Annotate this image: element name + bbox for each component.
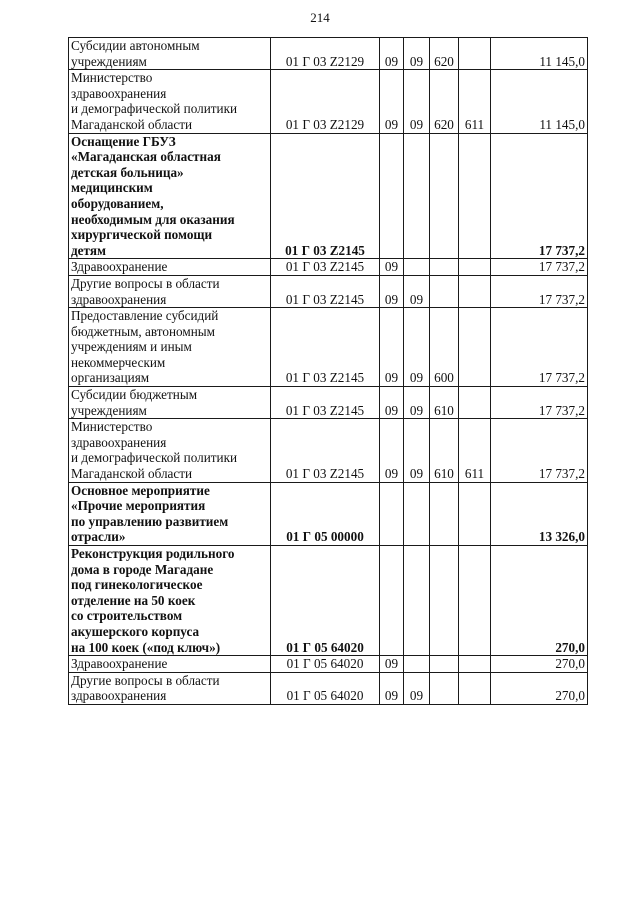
cell-program-code: 01 Г 05 64020 (271, 656, 380, 673)
cell-expense-type (430, 133, 459, 259)
budget-table-body (69, 38, 588, 705)
cell-expense-type: 610 (430, 387, 459, 419)
cell-amount: 17 737,2 (491, 275, 588, 307)
cell-expense-type: 620 (430, 70, 459, 133)
cell-item-name (69, 275, 271, 307)
item-name-line: учреждениям (71, 402, 147, 418)
cell-program-code: 01 Г 03 Z2129 (271, 38, 380, 70)
cell-amount: 17 737,2 (491, 259, 588, 276)
cell-administrator (459, 259, 491, 276)
item-name-line: некоммерческим (71, 354, 166, 370)
item-name-line: отделение на 50 коек (71, 592, 196, 608)
cell-subsection (404, 482, 430, 545)
cell-section: 09 (380, 275, 404, 307)
cell-section: 09 (380, 672, 404, 704)
cell-amount: 17 737,2 (491, 387, 588, 419)
item-name-line: акушерского корпуса (71, 623, 200, 639)
cell-section (380, 482, 404, 545)
item-name-line: отрасли» (71, 529, 126, 545)
cell-section: 09 (380, 656, 404, 673)
table-row (69, 259, 588, 276)
cell-item-name (69, 38, 271, 70)
item-name-line: «Магаданская областная (71, 149, 221, 165)
cell-program-code: 01 Г 03 Z2145 (271, 133, 380, 259)
cell-subsection: 09 (404, 308, 430, 387)
cell-item-name (69, 308, 271, 387)
cell-program-code: 01 Г 03 Z2145 (271, 419, 380, 482)
item-name-line: учреждениям (71, 53, 147, 69)
cell-section (380, 546, 404, 656)
cell-item-name (69, 546, 271, 656)
item-name-line: необходимым для оказания (71, 211, 235, 227)
item-name-line: медицинским (71, 180, 153, 196)
item-name-line: здравоохранения (71, 434, 167, 450)
item-name-line: Оснащение ГБУЗ (71, 133, 176, 149)
item-name-line: Магаданской области (71, 116, 193, 132)
cell-subsection: 09 (404, 387, 430, 419)
item-name-line: Магаданской области (71, 466, 193, 482)
cell-section: 09 (380, 38, 404, 70)
cell-section (380, 133, 404, 259)
item-name-line: Субсидии автономным (71, 38, 200, 53)
cell-subsection: 09 (404, 70, 430, 133)
cell-expense-type (430, 656, 459, 673)
item-name-line: Реконструкция родильного (71, 546, 235, 561)
cell-administrator (459, 133, 491, 259)
cell-item-name (69, 387, 271, 419)
item-name-line: Министерство (71, 419, 153, 435)
cell-administrator (459, 275, 491, 307)
item-name-line: оборудованием, (71, 195, 164, 211)
table-row (69, 546, 588, 656)
item-name-line: и демографической политики (71, 101, 238, 117)
cell-expense-type (430, 482, 459, 545)
cell-section: 09 (380, 259, 404, 276)
cell-subsection: 09 (404, 275, 430, 307)
cell-administrator (459, 387, 491, 419)
cell-subsection: 09 (404, 38, 430, 70)
budget-table (68, 37, 588, 705)
cell-administrator (459, 672, 491, 704)
cell-subsection: 09 (404, 672, 430, 704)
item-name-line: и демографической политики (71, 450, 238, 466)
table-row (69, 308, 588, 387)
cell-expense-type (430, 672, 459, 704)
cell-expense-type (430, 546, 459, 656)
cell-amount: 17 737,2 (491, 133, 588, 259)
cell-amount: 270,0 (491, 656, 588, 673)
item-name-line: здравоохранения (71, 85, 167, 101)
cell-item-name (69, 656, 271, 673)
cell-expense-type (430, 275, 459, 307)
table-row (69, 38, 588, 70)
cell-subsection: 09 (404, 419, 430, 482)
item-name-line: под гинекологическое (71, 577, 203, 593)
cell-item-name (69, 259, 271, 276)
cell-amount: 270,0 (491, 672, 588, 704)
table-row (69, 70, 588, 133)
cell-program-code: 01 Г 05 64020 (271, 546, 380, 656)
cell-item-name (69, 70, 271, 133)
cell-program-code: 01 Г 03 Z2129 (271, 70, 380, 133)
cell-amount: 11 145,0 (491, 38, 588, 70)
cell-item-name (69, 419, 271, 482)
cell-expense-type: 600 (430, 308, 459, 387)
page-number: 214 (310, 10, 330, 25)
item-name-line: на 100 коек («под ключ») (71, 639, 221, 655)
cell-subsection (404, 656, 430, 673)
cell-program-code: 01 Г 03 Z2145 (271, 275, 380, 307)
table-row (69, 419, 588, 482)
item-name-line: здравоохранения (71, 291, 167, 307)
table-row (69, 482, 588, 545)
cell-subsection (404, 133, 430, 259)
table-row (69, 275, 588, 307)
item-name-line: Другие вопросы в области (71, 672, 220, 688)
cell-program-code: 01 Г 03 Z2145 (271, 308, 380, 387)
item-name-line: со строительством (71, 608, 183, 624)
cell-amount: 13 326,0 (491, 482, 588, 545)
cell-amount: 17 737,2 (491, 419, 588, 482)
item-name-line: «Прочие мероприятия (71, 498, 206, 514)
cell-item-name (69, 672, 271, 704)
cell-administrator (459, 656, 491, 673)
cell-item-name (69, 133, 271, 259)
item-name-line: Субсидии бюджетным (71, 387, 198, 403)
cell-expense-type: 610 (430, 419, 459, 482)
item-name-line: по управлению развитием (71, 513, 229, 529)
table-row (69, 672, 588, 704)
cell-program-code: 01 Г 03 Z2145 (271, 259, 380, 276)
item-name-line: Другие вопросы в области (71, 275, 220, 291)
item-name-line: детская больница» (71, 164, 184, 180)
item-name-line: дома в городе Магадане (71, 561, 214, 577)
item-name-line: Министерство (71, 70, 153, 86)
item-name-line: Здравоохранение (71, 259, 168, 275)
item-name-line: бюджетным, автономным (71, 323, 215, 339)
cell-program-code: 01 Г 05 64020 (271, 672, 380, 704)
item-name-line: Здравоохранение (71, 656, 168, 672)
cell-amount: 17 737,2 (491, 308, 588, 387)
cell-amount: 270,0 (491, 546, 588, 656)
cell-program-code: 01 Г 05 00000 (271, 482, 380, 545)
item-name-line: детям (71, 242, 106, 258)
table-row (69, 133, 588, 259)
cell-expense-type (430, 259, 459, 276)
item-name-line: здравоохранения (71, 688, 167, 704)
cell-item-name (69, 482, 271, 545)
cell-section: 09 (380, 387, 404, 419)
item-name-line: учреждениям и иным (71, 339, 192, 355)
item-name-line: организациям (71, 370, 150, 386)
table-row (69, 656, 588, 673)
cell-subsection (404, 259, 430, 276)
cell-program-code: 01 Г 03 Z2145 (271, 387, 380, 419)
cell-administrator (459, 38, 491, 70)
cell-section: 09 (380, 70, 404, 133)
cell-administrator (459, 482, 491, 545)
cell-subsection (404, 546, 430, 656)
cell-amount: 11 145,0 (491, 70, 588, 133)
cell-administrator: 611 (459, 419, 491, 482)
cell-administrator (459, 546, 491, 656)
cell-section: 09 (380, 308, 404, 387)
cell-section: 09 (380, 419, 404, 482)
item-name-line: хирургической помощи (71, 227, 213, 243)
item-name-line: Предоставление субсидий (71, 308, 219, 324)
cell-administrator (459, 308, 491, 387)
cell-expense-type: 620 (430, 38, 459, 70)
table-row (69, 387, 588, 419)
item-name-line: Основное мероприятие (71, 482, 210, 498)
cell-administrator: 611 (459, 70, 491, 133)
